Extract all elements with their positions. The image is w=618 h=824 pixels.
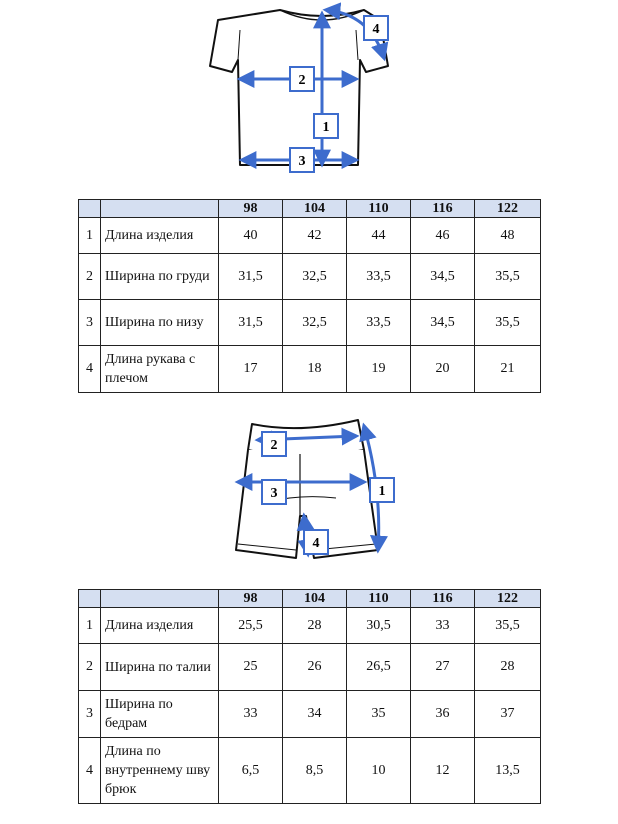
table-cell: 28 xyxy=(475,644,541,691)
svg-text:2: 2 xyxy=(298,73,306,88)
table-cell: 25,5 xyxy=(219,608,283,644)
table-cell: 26,5 xyxy=(347,644,411,691)
table-header-row xyxy=(79,590,541,608)
table-cell: 35,5 xyxy=(475,300,541,346)
size-header: 116 xyxy=(411,200,475,218)
table-cell: 17 xyxy=(219,346,283,393)
table-cell: 31,5 xyxy=(219,300,283,346)
size-header: 122 xyxy=(475,590,541,608)
row-number: 3 xyxy=(79,691,101,738)
table-cell: 20 xyxy=(411,346,475,393)
table-cell: 19 xyxy=(347,346,411,393)
table-row xyxy=(79,254,541,300)
table-cell: 25 xyxy=(219,644,283,691)
table-cell: 44 xyxy=(347,218,411,254)
table-cell: 40 xyxy=(219,218,283,254)
row-number: 1 xyxy=(79,608,101,644)
size-header: 98 xyxy=(219,200,283,218)
tshirt-marker-2 xyxy=(290,67,314,91)
tshirt-marker-1 xyxy=(314,114,338,138)
tshirt-marker-4 xyxy=(364,16,388,40)
size-header: 122 xyxy=(475,200,541,218)
measurement-name: Длина по внутреннему шву брюк xyxy=(101,738,219,804)
measurement-name: Ширина по груди xyxy=(101,254,219,300)
shorts-size-table xyxy=(78,589,541,804)
svg-text:1: 1 xyxy=(322,120,330,135)
table-cell: 6,5 xyxy=(219,738,283,804)
table-row xyxy=(79,346,541,393)
measurement-name: Ширина по бедрам xyxy=(101,691,219,738)
svg-text:1: 1 xyxy=(378,484,386,499)
table-row xyxy=(79,300,541,346)
row-number: 4 xyxy=(79,738,101,804)
size-header: 104 xyxy=(283,590,347,608)
table-cell: 37 xyxy=(475,691,541,738)
table-cell: 26 xyxy=(283,644,347,691)
table-header-row xyxy=(79,200,541,218)
measurement-name: Длина изделия xyxy=(101,608,219,644)
table-row xyxy=(79,218,541,254)
shorts-marker-3 xyxy=(262,480,286,504)
size-header: 98 xyxy=(219,590,283,608)
table-cell: 33 xyxy=(219,691,283,738)
size-header: 104 xyxy=(283,200,347,218)
row-number: 1 xyxy=(79,218,101,254)
table-cell: 32,5 xyxy=(283,300,347,346)
svg-text:3: 3 xyxy=(298,154,306,169)
table-cell: 21 xyxy=(475,346,541,393)
table-cell: 33,5 xyxy=(347,300,411,346)
table-row xyxy=(79,644,541,691)
table-cell: 48 xyxy=(475,218,541,254)
table-cell: 34 xyxy=(283,691,347,738)
table-cell: 33,5 xyxy=(347,254,411,300)
table-row xyxy=(79,608,541,644)
table-row xyxy=(79,738,541,804)
table-cell: 46 xyxy=(411,218,475,254)
table-cell: 8,5 xyxy=(283,738,347,804)
measurement-name: Длина изделия xyxy=(101,218,219,254)
measurement-name: Длина рукава с плечом xyxy=(101,346,219,393)
shorts-marker-4 xyxy=(304,530,328,554)
table-cell: 13,5 xyxy=(475,738,541,804)
size-header: 110 xyxy=(347,590,411,608)
shorts-marker-2 xyxy=(262,432,286,456)
svg-text:4: 4 xyxy=(372,22,380,37)
shorts-marker-1 xyxy=(370,478,394,502)
size-header: 110 xyxy=(347,200,411,218)
row-number: 4 xyxy=(79,346,101,393)
table-cell: 12 xyxy=(411,738,475,804)
table-cell: 34,5 xyxy=(411,254,475,300)
table-cell: 33 xyxy=(411,608,475,644)
measurement-name: Ширина по талии xyxy=(101,644,219,691)
table-cell: 27 xyxy=(411,644,475,691)
table-cell: 30,5 xyxy=(347,608,411,644)
table-cell: 34,5 xyxy=(411,300,475,346)
tshirt-diagram xyxy=(0,0,618,180)
tshirt-size-table xyxy=(78,199,541,393)
table-cell: 42 xyxy=(283,218,347,254)
table-cell: 36 xyxy=(411,691,475,738)
svg-text:4: 4 xyxy=(312,536,320,551)
table-cell: 31,5 xyxy=(219,254,283,300)
row-number: 3 xyxy=(79,300,101,346)
svg-text:2: 2 xyxy=(270,438,278,453)
table-row xyxy=(79,691,541,738)
size-header: 116 xyxy=(411,590,475,608)
table-cell: 18 xyxy=(283,346,347,393)
tshirt-marker-3 xyxy=(290,148,314,172)
measurement-name: Ширина по низу xyxy=(101,300,219,346)
row-number: 2 xyxy=(79,254,101,300)
table-cell: 35 xyxy=(347,691,411,738)
shorts-diagram xyxy=(0,410,618,570)
table-cell: 10 xyxy=(347,738,411,804)
table-cell: 35,5 xyxy=(475,254,541,300)
row-number: 2 xyxy=(79,644,101,691)
table-cell: 32,5 xyxy=(283,254,347,300)
svg-text:3: 3 xyxy=(270,486,278,501)
table-cell: 28 xyxy=(283,608,347,644)
table-cell: 35,5 xyxy=(475,608,541,644)
